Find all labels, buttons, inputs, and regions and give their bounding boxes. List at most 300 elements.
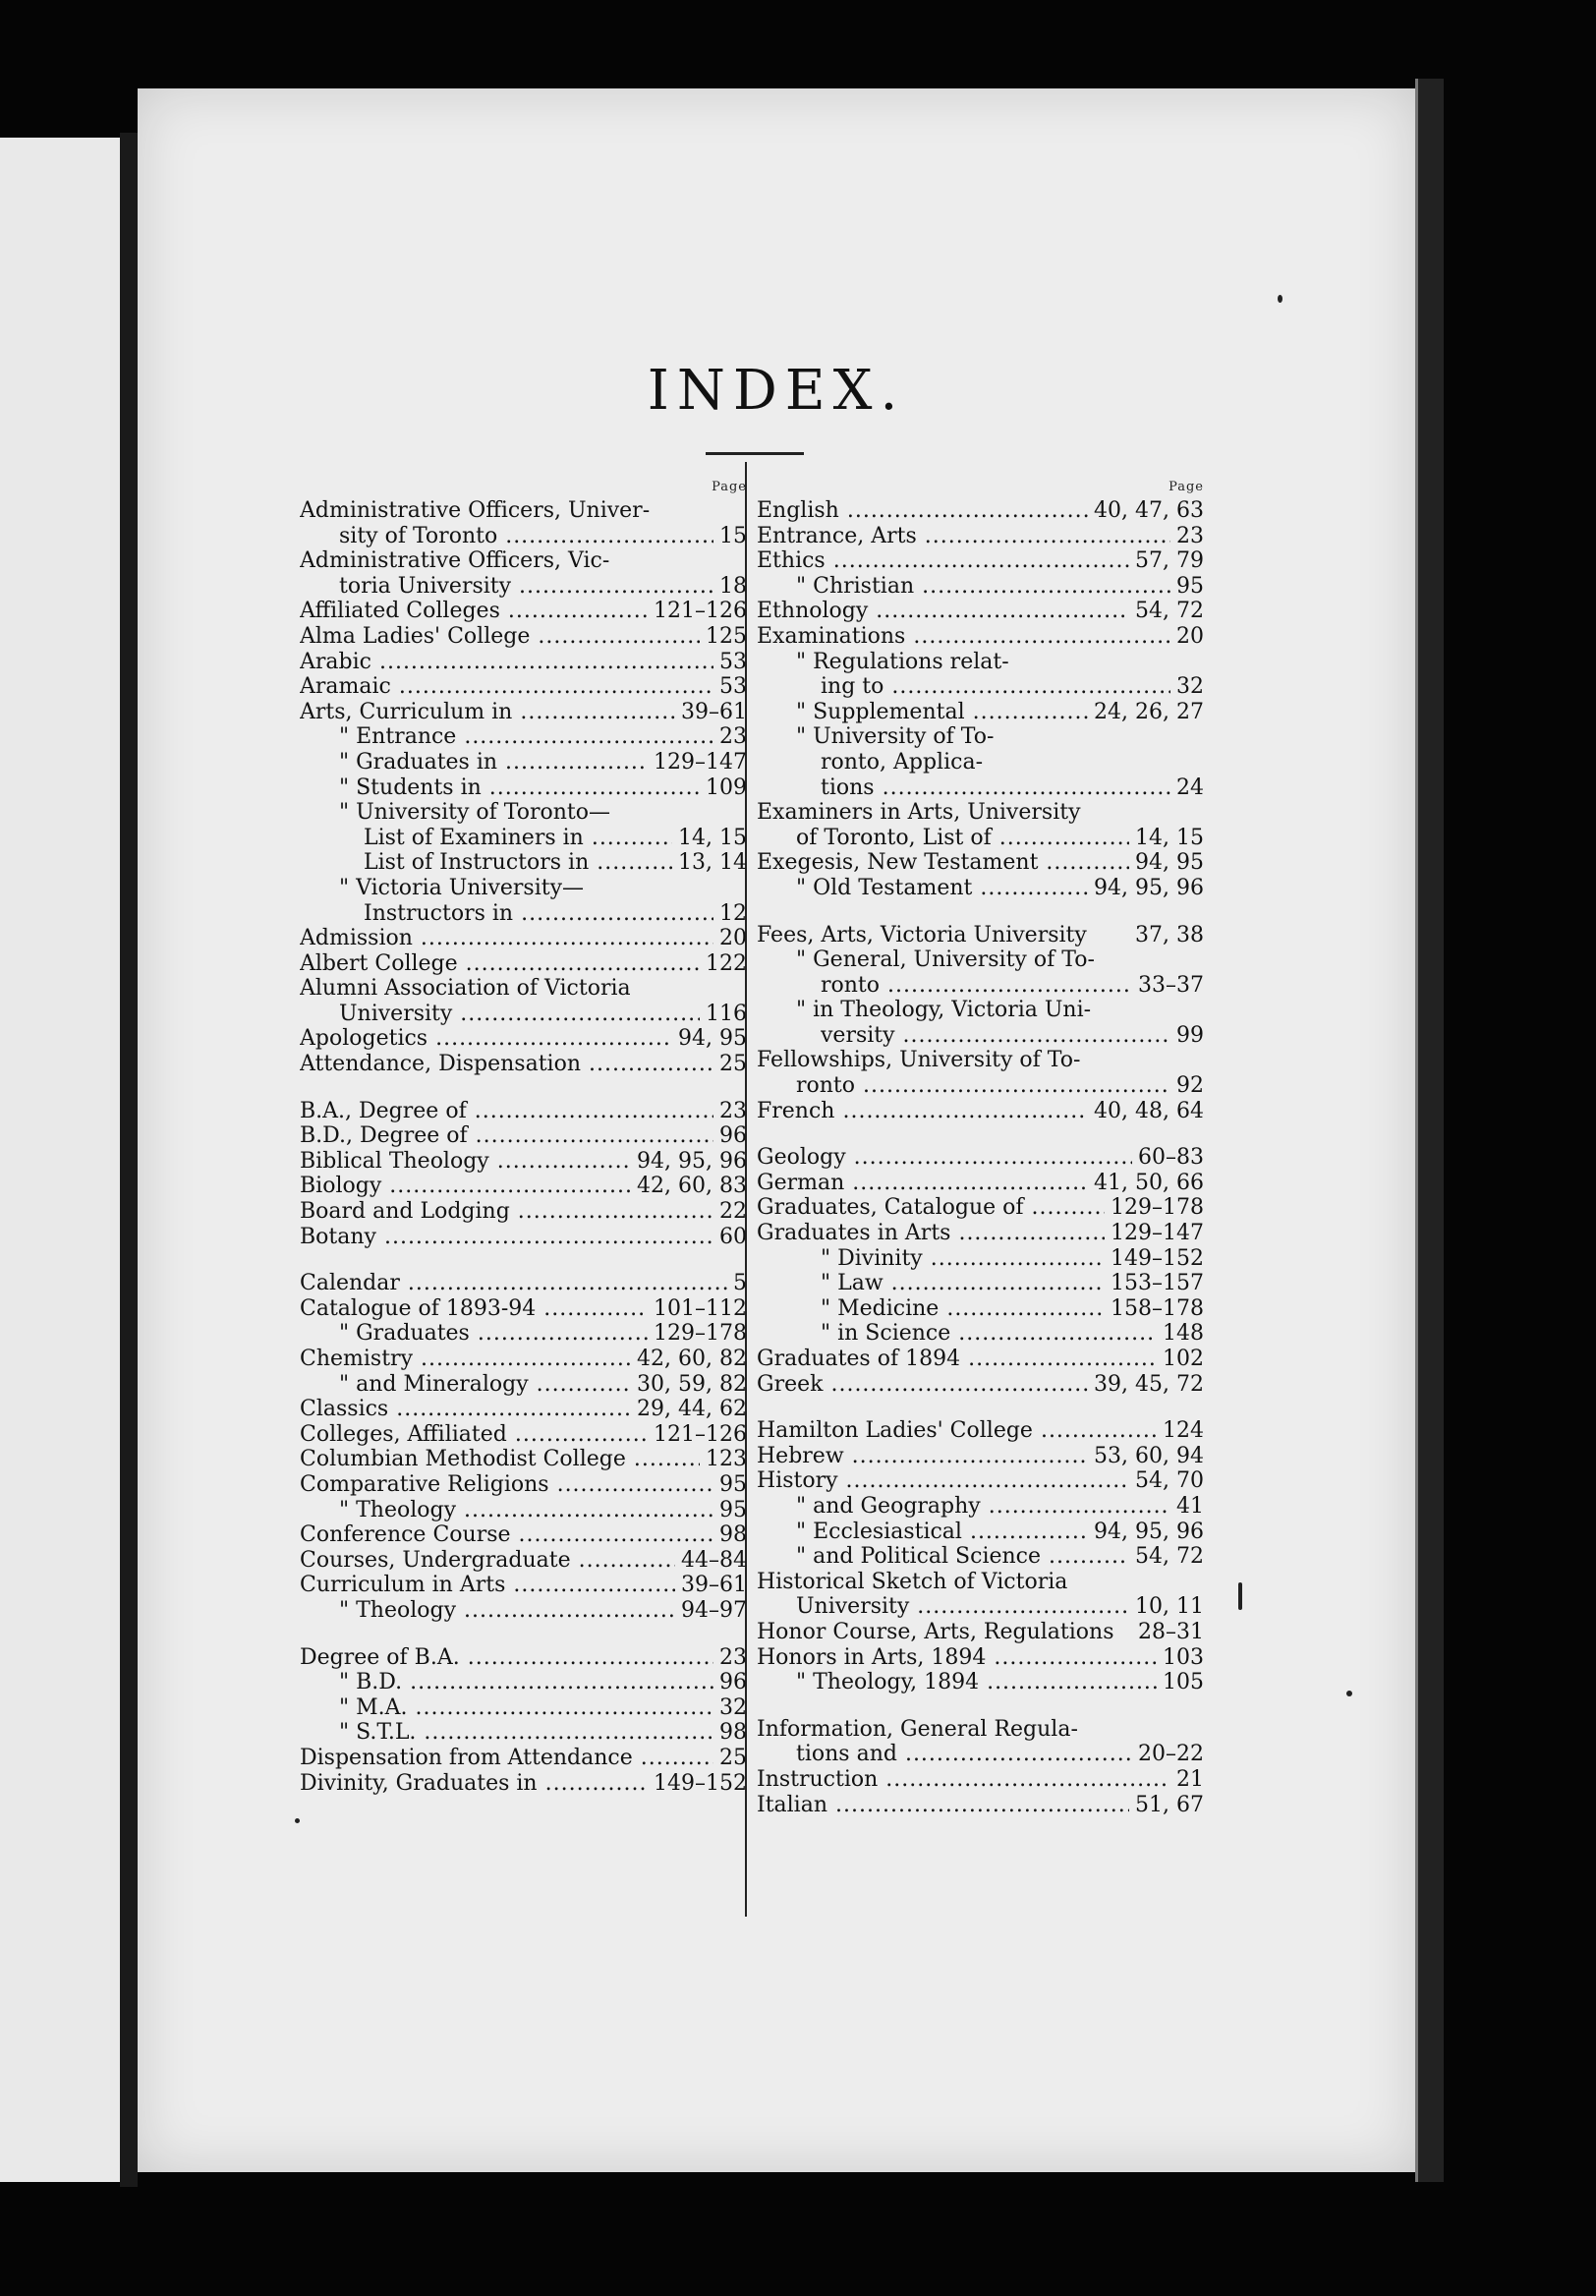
index-term: Fees, Arts, Victoria University bbox=[757, 922, 1087, 947]
index-term: Graduates of 1894 ..... bbox=[757, 1347, 1157, 1372]
section-gap bbox=[300, 1624, 747, 1645]
index-entry bbox=[757, 1544, 1204, 1570]
index-page-refs: 39–61 bbox=[681, 1573, 747, 1598]
index-term: " Victoria University— bbox=[339, 875, 585, 900]
index-page-refs: 13, 14 bbox=[678, 850, 747, 876]
ink-speck bbox=[295, 1818, 300, 1823]
index-entry bbox=[300, 951, 747, 977]
index-entry bbox=[757, 498, 1204, 524]
index-entry bbox=[300, 498, 747, 524]
index-term: ronto ..... bbox=[821, 973, 1132, 999]
index-page-refs: 29, 44, 62 bbox=[637, 1397, 747, 1422]
index-page-refs: 102 bbox=[1163, 1347, 1204, 1371]
index-entry bbox=[757, 599, 1204, 624]
book-gutter bbox=[120, 133, 138, 2187]
index-page-refs: 122 bbox=[706, 950, 747, 976]
section-gap bbox=[757, 1123, 1204, 1145]
index-term: " S.T.L. ..... bbox=[339, 1720, 713, 1746]
index-term: Alumni Association of Victoria bbox=[300, 976, 631, 1002]
index-page-refs: 41 bbox=[1176, 1493, 1204, 1519]
index-page-refs: 109 bbox=[706, 775, 747, 800]
ink-speck bbox=[1278, 295, 1282, 303]
index-page-refs: 121–126 bbox=[654, 599, 747, 624]
index-column-left bbox=[300, 477, 747, 1796]
index-page-refs: 23 bbox=[719, 1098, 747, 1123]
index-term: Fellowships, University of To- bbox=[757, 1048, 1081, 1073]
index-entry bbox=[300, 775, 747, 801]
index-entry bbox=[757, 775, 1204, 801]
index-term: Hebrew ..... bbox=[757, 1444, 1088, 1469]
index-entry bbox=[757, 1670, 1204, 1695]
index-entry bbox=[757, 1195, 1204, 1221]
index-entry bbox=[300, 599, 747, 624]
index-page-refs: 5 bbox=[733, 1271, 747, 1296]
index-entry bbox=[757, 1418, 1204, 1444]
index-entry bbox=[757, 1594, 1204, 1620]
index-term: Exegesis, New Testament ..... bbox=[757, 850, 1129, 876]
index-entry bbox=[300, 926, 747, 951]
index-entry bbox=[300, 1052, 747, 1077]
index-term: Geology ..... bbox=[757, 1145, 1132, 1171]
index-term: Honor Course, Arts, Regulations bbox=[757, 1619, 1114, 1644]
index-term: " and Geography ..... bbox=[796, 1494, 1170, 1520]
index-term: of Toronto, List of ..... bbox=[796, 826, 1129, 851]
index-term: Alma Ladies' College ..... bbox=[300, 624, 700, 650]
index-entry bbox=[300, 876, 747, 901]
index-entry bbox=[300, 1645, 747, 1671]
index-term: Albert College ..... bbox=[300, 951, 700, 977]
index-term: German ..... bbox=[757, 1171, 1088, 1196]
index-term: Biblical Theology ..... bbox=[300, 1149, 631, 1175]
index-term: Arabic ..... bbox=[300, 650, 713, 675]
index-page-refs: 40, 47, 63 bbox=[1094, 498, 1204, 523]
right-page-edge bbox=[1415, 79, 1444, 2182]
index-term: List of Instructors in ..... bbox=[364, 850, 672, 876]
section-gap bbox=[757, 1695, 1204, 1717]
index-page-refs: 39, 45, 72 bbox=[1094, 1371, 1204, 1397]
index-term: Dispensation from Attendance ..... bbox=[300, 1746, 713, 1771]
index-entry bbox=[300, 700, 747, 725]
index-page-refs: 94, 95, 96 bbox=[1094, 875, 1204, 900]
index-term: ing to ..... bbox=[821, 674, 1170, 700]
section-gap bbox=[757, 901, 1204, 923]
index-entry bbox=[300, 548, 747, 574]
index-term: " Supplemental ..... bbox=[796, 700, 1088, 725]
section-gap bbox=[300, 1077, 747, 1099]
index-page-refs: 101–112 bbox=[654, 1295, 747, 1321]
index-entry bbox=[300, 826, 747, 851]
index-entry bbox=[757, 876, 1204, 901]
ink-speck bbox=[1346, 1691, 1352, 1696]
index-term: " in Theology, Victoria Uni- bbox=[796, 998, 1092, 1023]
index-page-refs: 23 bbox=[1176, 523, 1204, 548]
index-entry bbox=[300, 1099, 747, 1124]
index-term: Columbian Methodist College ..... bbox=[300, 1447, 700, 1472]
index-page-refs: 32 bbox=[1176, 674, 1204, 700]
index-page-refs: 40, 48, 64 bbox=[1094, 1098, 1204, 1123]
index-page-refs: 41, 50, 66 bbox=[1094, 1170, 1204, 1195]
index-entry bbox=[300, 1225, 747, 1250]
index-term: Ethics ..... bbox=[757, 548, 1129, 574]
index-term: Conference Course ..... bbox=[300, 1522, 713, 1548]
index-page-refs: 25 bbox=[719, 1052, 747, 1077]
index-term: Instruction ..... bbox=[757, 1767, 1170, 1793]
index-page-refs: 44–84 bbox=[681, 1547, 747, 1573]
index-page-refs: 95 bbox=[719, 1471, 747, 1497]
index-entry bbox=[757, 724, 1204, 750]
index-page-refs: 148 bbox=[1163, 1321, 1204, 1347]
index-term: Catalogue of 1893-94 ..... bbox=[300, 1296, 648, 1322]
index-page-refs: 23 bbox=[719, 1644, 747, 1670]
index-entry bbox=[300, 1670, 747, 1695]
index-term: Graduates in Arts ..... bbox=[757, 1221, 1105, 1246]
index-page-refs: 30, 59, 82 bbox=[637, 1371, 747, 1397]
index-term: " and Mineralogy ..... bbox=[339, 1372, 631, 1398]
index-page-refs: 105 bbox=[1163, 1670, 1204, 1695]
index-term: toria University ..... bbox=[339, 574, 713, 600]
index-entry bbox=[300, 1347, 747, 1372]
index-page-refs: 124 bbox=[1163, 1418, 1204, 1444]
index-entry bbox=[757, 1717, 1204, 1743]
index-term: Examiners in Arts, University bbox=[757, 800, 1081, 826]
index-term: " Divinity ..... bbox=[821, 1246, 1105, 1272]
index-entry bbox=[300, 650, 747, 675]
index-entry bbox=[757, 947, 1204, 973]
index-page-refs: 42, 60, 83 bbox=[637, 1174, 747, 1199]
index-page-refs: 60–83 bbox=[1138, 1145, 1204, 1171]
index-term: Classics ..... bbox=[300, 1397, 631, 1422]
index-entry bbox=[300, 1598, 747, 1624]
index-term: B.D., Degree of ..... bbox=[300, 1123, 713, 1149]
index-page-refs: 158–178 bbox=[1111, 1295, 1204, 1321]
index-entry bbox=[757, 700, 1204, 725]
index-page-refs: 94, 95 bbox=[678, 1026, 747, 1052]
index-page-refs: 95 bbox=[1176, 573, 1204, 599]
index-term: " Theology ..... bbox=[339, 1498, 713, 1523]
index-entry bbox=[757, 1793, 1204, 1818]
index-page-refs: 24 bbox=[1176, 775, 1204, 800]
index-entry bbox=[757, 973, 1204, 999]
index-page-refs: 98 bbox=[719, 1720, 747, 1746]
index-page-refs: 54, 70 bbox=[1135, 1468, 1204, 1494]
index-entry bbox=[757, 624, 1204, 650]
index-entry bbox=[300, 1746, 747, 1771]
index-entry bbox=[757, 1372, 1204, 1398]
index-term: Board and Lodging ..... bbox=[300, 1199, 713, 1225]
index-entry bbox=[757, 923, 1204, 948]
index-term: " Old Testament ..... bbox=[796, 876, 1088, 901]
index-entry bbox=[300, 1695, 747, 1721]
index-entry bbox=[300, 1573, 747, 1598]
index-page-refs: 33–37 bbox=[1138, 972, 1204, 998]
page-column-header: Page bbox=[712, 480, 747, 494]
index-page-refs: 99 bbox=[1176, 1022, 1204, 1048]
index-entry bbox=[300, 1422, 747, 1448]
index-entry bbox=[300, 1498, 747, 1523]
index-entry bbox=[757, 1321, 1204, 1347]
index-term: " Regulations relat- bbox=[796, 649, 1009, 674]
index-entry bbox=[300, 1771, 747, 1797]
index-entry bbox=[757, 750, 1204, 775]
index-term: " Medicine ..... bbox=[821, 1296, 1105, 1322]
index-page-refs: 54, 72 bbox=[1135, 599, 1204, 624]
index-page-refs: 103 bbox=[1163, 1644, 1204, 1670]
index-term: Administrative Officers, Vic- bbox=[300, 548, 610, 574]
index-term: " M.A. ..... bbox=[339, 1695, 713, 1721]
index-entry bbox=[757, 548, 1204, 574]
index-term: Degree of B.A. ..... bbox=[300, 1645, 713, 1671]
index-page-refs: 24, 26, 27 bbox=[1094, 699, 1204, 724]
index-entry bbox=[757, 1296, 1204, 1322]
index-term: " Law ..... bbox=[821, 1271, 1105, 1296]
index-entry bbox=[300, 1271, 747, 1296]
index-page-refs: 129–178 bbox=[1111, 1195, 1204, 1221]
index-term: Courses, Undergraduate ..... bbox=[300, 1548, 675, 1574]
index-term: Attendance, Dispensation ..... bbox=[300, 1052, 713, 1077]
index-entry bbox=[300, 1372, 747, 1398]
index-page-refs: 116 bbox=[706, 1001, 747, 1026]
index-term: " Graduates in ..... bbox=[339, 750, 648, 775]
index-entry bbox=[757, 998, 1204, 1023]
index-entry bbox=[757, 574, 1204, 600]
index-entry bbox=[757, 1520, 1204, 1545]
index-entry bbox=[300, 1321, 747, 1347]
index-entry bbox=[300, 574, 747, 600]
index-page-refs: 125 bbox=[706, 623, 747, 649]
index-term: Colleges, Affiliated ..... bbox=[300, 1422, 648, 1448]
index-term: Graduates, Catalogue of ..... bbox=[757, 1195, 1105, 1221]
index-page-refs: 14, 15 bbox=[678, 825, 747, 850]
index-term: Entrance, Arts ..... bbox=[757, 524, 1170, 549]
index-entry bbox=[757, 1444, 1204, 1469]
index-entry bbox=[300, 724, 747, 750]
index-page-refs: 53 bbox=[719, 649, 747, 674]
index-page-refs: 60 bbox=[719, 1224, 747, 1249]
index-term: Ethnology ..... bbox=[757, 599, 1129, 624]
index-page-refs: 123 bbox=[706, 1447, 747, 1472]
index-term: List of Examiners in ..... bbox=[364, 826, 672, 851]
index-page-refs: 51, 67 bbox=[1135, 1792, 1204, 1817]
index-page-refs: 10, 11 bbox=[1135, 1594, 1204, 1620]
index-term: Hamilton Ladies' College ..... bbox=[757, 1418, 1157, 1444]
index-term: " University of Toronto— bbox=[339, 800, 611, 826]
index-term: Administrative Officers, Univer- bbox=[300, 498, 651, 523]
index-entry bbox=[757, 1171, 1204, 1196]
index-entry bbox=[757, 1468, 1204, 1494]
index-entry bbox=[300, 524, 747, 549]
index-term: Arts, Curriculum in ..... bbox=[300, 700, 675, 725]
index-entry bbox=[300, 850, 747, 876]
index-page-refs: 94, 95, 96 bbox=[1094, 1519, 1204, 1544]
index-term: versity ..... bbox=[821, 1023, 1170, 1049]
index-page-refs: 53 bbox=[719, 674, 747, 700]
index-term: tions and ..... bbox=[796, 1742, 1132, 1767]
index-page-refs: 20 bbox=[1176, 623, 1204, 649]
index-page bbox=[138, 88, 1415, 2172]
index-entry bbox=[300, 674, 747, 700]
index-page-refs: 25 bbox=[719, 1745, 747, 1770]
index-page-refs: 18 bbox=[719, 573, 747, 599]
index-term: " in Science ..... bbox=[821, 1321, 1157, 1347]
index-entry bbox=[757, 850, 1204, 876]
index-term: Examinations ..... bbox=[757, 624, 1170, 650]
index-term: University ..... bbox=[339, 1002, 700, 1027]
index-page-refs: 39–61 bbox=[681, 699, 747, 724]
index-page-refs: 94, 95 bbox=[1135, 850, 1204, 876]
index-entry bbox=[757, 524, 1204, 549]
index-entry bbox=[757, 1099, 1204, 1124]
facing-page-edge bbox=[0, 138, 120, 2182]
index-entry bbox=[757, 1271, 1204, 1296]
index-entry bbox=[300, 1199, 747, 1225]
index-term: Instructors in ..... bbox=[364, 901, 713, 927]
index-page-refs: 94–97 bbox=[681, 1597, 747, 1623]
index-term: Affiliated Colleges ..... bbox=[300, 599, 648, 624]
index-entry bbox=[757, 1246, 1204, 1272]
index-entry bbox=[757, 1073, 1204, 1099]
index-entry bbox=[300, 1447, 747, 1472]
index-entry bbox=[757, 800, 1204, 826]
index-term: sity of Toronto ..... bbox=[339, 524, 713, 549]
index-entry bbox=[757, 1645, 1204, 1671]
index-term: Apologetics ..... bbox=[300, 1026, 672, 1052]
index-term: Curriculum in Arts ..... bbox=[300, 1573, 675, 1598]
index-term: " General, University of To- bbox=[796, 947, 1095, 973]
index-entry bbox=[757, 1023, 1204, 1049]
index-entry bbox=[757, 650, 1204, 675]
index-page-refs: 129–147 bbox=[1111, 1221, 1204, 1246]
index-term: " Theology ..... bbox=[339, 1598, 675, 1624]
index-term: tions ..... bbox=[821, 775, 1170, 801]
index-entry bbox=[757, 1221, 1204, 1246]
index-page-refs: 20–22 bbox=[1138, 1742, 1204, 1767]
index-term: ronto, Applica- bbox=[821, 749, 983, 775]
index-term: Biology ..... bbox=[300, 1174, 631, 1199]
index-entry bbox=[300, 624, 747, 650]
page-column-header: Page bbox=[1168, 480, 1204, 494]
index-page-refs: 98 bbox=[719, 1522, 747, 1548]
index-entry bbox=[300, 976, 747, 1002]
index-page-refs: 12 bbox=[719, 900, 747, 926]
index-term: Information, General Regula- bbox=[757, 1716, 1078, 1742]
index-page-refs: 57, 79 bbox=[1135, 548, 1204, 574]
index-page-refs: 37, 38 bbox=[1135, 922, 1204, 947]
index-entry bbox=[757, 1048, 1204, 1073]
index-term: Aramaic ..... bbox=[300, 674, 713, 700]
index-term: Calendar ..... bbox=[300, 1271, 727, 1296]
index-page-refs: 94, 95, 96 bbox=[637, 1148, 747, 1174]
index-term: " Ecclesiastical ..... bbox=[796, 1520, 1088, 1545]
index-page-refs: 149–152 bbox=[654, 1770, 747, 1796]
index-entry bbox=[757, 1570, 1204, 1595]
index-term: " and Political Science ..... bbox=[796, 1544, 1129, 1570]
index-term: Admission ..... bbox=[300, 926, 713, 951]
index-term: Divinity, Graduates in ..... bbox=[300, 1771, 648, 1797]
index-term: " B.D. ..... bbox=[339, 1670, 713, 1695]
index-term: Chemistry ..... bbox=[300, 1347, 631, 1372]
index-term: History ..... bbox=[757, 1468, 1129, 1494]
index-term: Honors in Arts, 1894 ..... bbox=[757, 1645, 1157, 1671]
index-page-refs: 129–178 bbox=[654, 1321, 747, 1347]
index-page-refs: 92 bbox=[1176, 1073, 1204, 1099]
index-page-refs: 15 bbox=[719, 523, 747, 548]
index-term: English ..... bbox=[757, 498, 1088, 524]
index-term: ronto ..... bbox=[796, 1073, 1170, 1099]
index-page-refs: 96 bbox=[719, 1670, 747, 1695]
section-gap bbox=[300, 1249, 747, 1271]
index-page-refs: 96 bbox=[719, 1123, 747, 1149]
index-entry bbox=[757, 1620, 1204, 1645]
index-term: " University of To- bbox=[796, 724, 995, 750]
index-page-refs: 32 bbox=[719, 1694, 747, 1720]
index-entry bbox=[757, 1742, 1204, 1767]
index-term: Comparative Religions ..... bbox=[300, 1472, 713, 1498]
index-page-refs: 28–31 bbox=[1138, 1619, 1204, 1644]
index-page-refs: 121–126 bbox=[654, 1421, 747, 1447]
index-column-right bbox=[757, 477, 1204, 1817]
index-entry bbox=[300, 1522, 747, 1548]
index-entry bbox=[757, 1145, 1204, 1171]
index-page-refs: 53, 60, 94 bbox=[1094, 1443, 1204, 1468]
index-entry bbox=[300, 1720, 747, 1746]
index-entry bbox=[300, 750, 747, 775]
index-entry bbox=[757, 674, 1204, 700]
index-entry bbox=[300, 1296, 747, 1322]
index-page-refs: 22 bbox=[719, 1199, 747, 1225]
index-page-refs: 129–147 bbox=[654, 749, 747, 775]
index-entry bbox=[757, 1347, 1204, 1372]
index-page-refs: 20 bbox=[719, 926, 747, 951]
index-page-refs: 21 bbox=[1176, 1766, 1204, 1792]
index-term: " Students in ..... bbox=[339, 775, 700, 801]
index-entry bbox=[300, 1472, 747, 1498]
index-page-refs: 54, 72 bbox=[1135, 1544, 1204, 1570]
page-title: INDEX. bbox=[647, 359, 906, 423]
index-term: " Theology, 1894 ..... bbox=[796, 1670, 1157, 1695]
index-entry bbox=[300, 1548, 747, 1574]
index-term: Italian ..... bbox=[757, 1793, 1129, 1818]
index-entry bbox=[300, 1174, 747, 1199]
index-term: Botany ..... bbox=[300, 1225, 713, 1250]
index-page-refs: 95 bbox=[719, 1497, 747, 1522]
index-entry bbox=[300, 1397, 747, 1422]
index-entry bbox=[300, 800, 747, 826]
index-entry bbox=[757, 1767, 1204, 1793]
index-page-refs: 153–157 bbox=[1111, 1271, 1204, 1296]
ink-speck bbox=[1238, 1582, 1242, 1610]
index-term: Historical Sketch of Victoria bbox=[757, 1569, 1068, 1594]
index-term: B.A., Degree of ..... bbox=[300, 1099, 713, 1124]
index-term: Greek ..... bbox=[757, 1372, 1088, 1398]
section-gap bbox=[757, 1397, 1204, 1418]
index-entry bbox=[300, 1026, 747, 1052]
index-entry bbox=[300, 1002, 747, 1027]
index-entry bbox=[757, 826, 1204, 851]
index-page-refs: 42, 60, 82 bbox=[637, 1347, 747, 1371]
index-page-refs: 149–152 bbox=[1111, 1245, 1204, 1271]
index-entry bbox=[757, 1494, 1204, 1520]
index-page-refs: 14, 15 bbox=[1135, 825, 1204, 850]
title-rule bbox=[706, 452, 804, 455]
index-entry bbox=[300, 1123, 747, 1149]
index-term: French ..... bbox=[757, 1099, 1088, 1124]
index-entry bbox=[300, 1149, 747, 1175]
index-entry bbox=[300, 901, 747, 927]
index-term: " Graduates ..... bbox=[339, 1321, 648, 1347]
index-page-refs: 23 bbox=[719, 724, 747, 750]
index-term: " Christian ..... bbox=[796, 574, 1170, 600]
index-term: " Entrance ..... bbox=[339, 724, 713, 750]
